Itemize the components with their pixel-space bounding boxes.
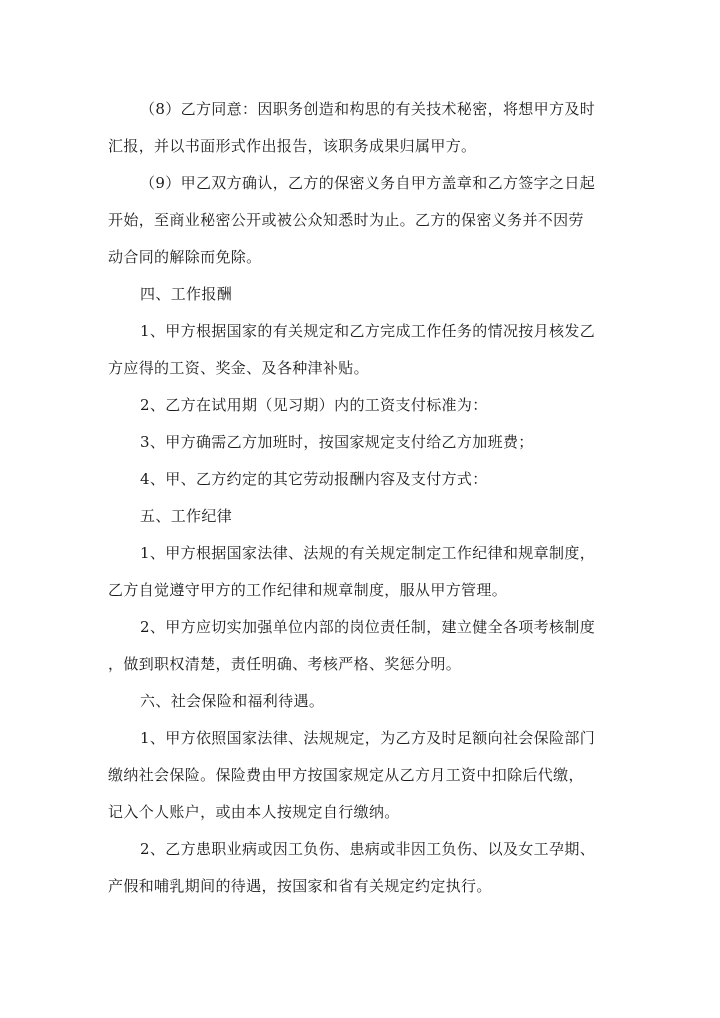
insurance-item-2-line-1: 2、乙方患职业病或因工负伤、患病或非因工负伤、以及女工孕期、 bbox=[140, 840, 596, 858]
compensation-item-1-line-1: 1、甲方根据国家的有关规定和乙方完成工作任务的情况按月核发乙 bbox=[140, 322, 596, 340]
clause-9-line-1: （9）甲乙双方确认，乙方的保密义务自甲方盖章和乙方签字之日起 bbox=[140, 174, 596, 192]
discipline-item-2-line-1: 2、甲方应切实加强单位内部的岗位责任制，建立健全各项考核制度 bbox=[140, 618, 596, 636]
clause-8-line-1: （8）乙方同意：因职务创造和构思的有关技术秘密，将想甲方及时 bbox=[140, 100, 596, 118]
compensation-item-4: 4、甲、乙方约定的其它劳动报酬内容及支付方式： bbox=[140, 470, 488, 488]
clause-9-line-3: 动合同的解除而免除。 bbox=[108, 248, 262, 266]
insurance-item-2-line-2: 产假和哺乳期间的待遇，按国家和省有关规定约定执行。 bbox=[108, 877, 492, 895]
clause-9-line-2: 开始，至商业秘密公开或被公众知悉时为止。乙方的保密义务并不因劳 bbox=[108, 211, 584, 229]
insurance-item-1-line-2: 缴纳社会保险。保险费由甲方按国家规定从乙方月工资中扣除后代缴， bbox=[108, 766, 584, 784]
compensation-item-2: 2、乙方在试用期（见习期）内的工资支付标准为： bbox=[140, 396, 488, 414]
clause-8-line-2: 汇报，并以书面形式作出报告，该职务成果归属甲方。 bbox=[108, 137, 477, 155]
section-heading-insurance: 六、社会保险和福利待遇。 bbox=[140, 692, 325, 710]
section-heading-discipline: 五、工作纪律 bbox=[140, 507, 233, 525]
section-heading-compensation: 四、工作报酬 bbox=[140, 285, 233, 303]
discipline-item-1-line-2: 乙方自觉遵守甲方的工作纪律和规章制度，服从甲方管理。 bbox=[108, 581, 508, 599]
discipline-item-2-line-2: ，做到职权清楚，责任明确、考核严格、奖惩分明。 bbox=[108, 655, 462, 673]
discipline-item-1-line-1: 1、甲方根据国家法律、法规的有关规定制定工作纪律和规章制度， bbox=[140, 544, 596, 562]
document-body bbox=[108, 91, 608, 905]
compensation-item-1-line-2: 方应得的工资、奖金、及各种津补贴。 bbox=[108, 359, 369, 377]
compensation-item-3: 3、甲方确需乙方加班时，按国家规定支付给乙方加班费； bbox=[140, 433, 534, 451]
insurance-item-1-line-3: 记入个人账户，或由本人按规定自行缴纳。 bbox=[108, 803, 400, 821]
insurance-item-1-line-1: 1、甲方依照国家法律、法规规定，为乙方及时足额向社会保险部门 bbox=[140, 729, 596, 747]
